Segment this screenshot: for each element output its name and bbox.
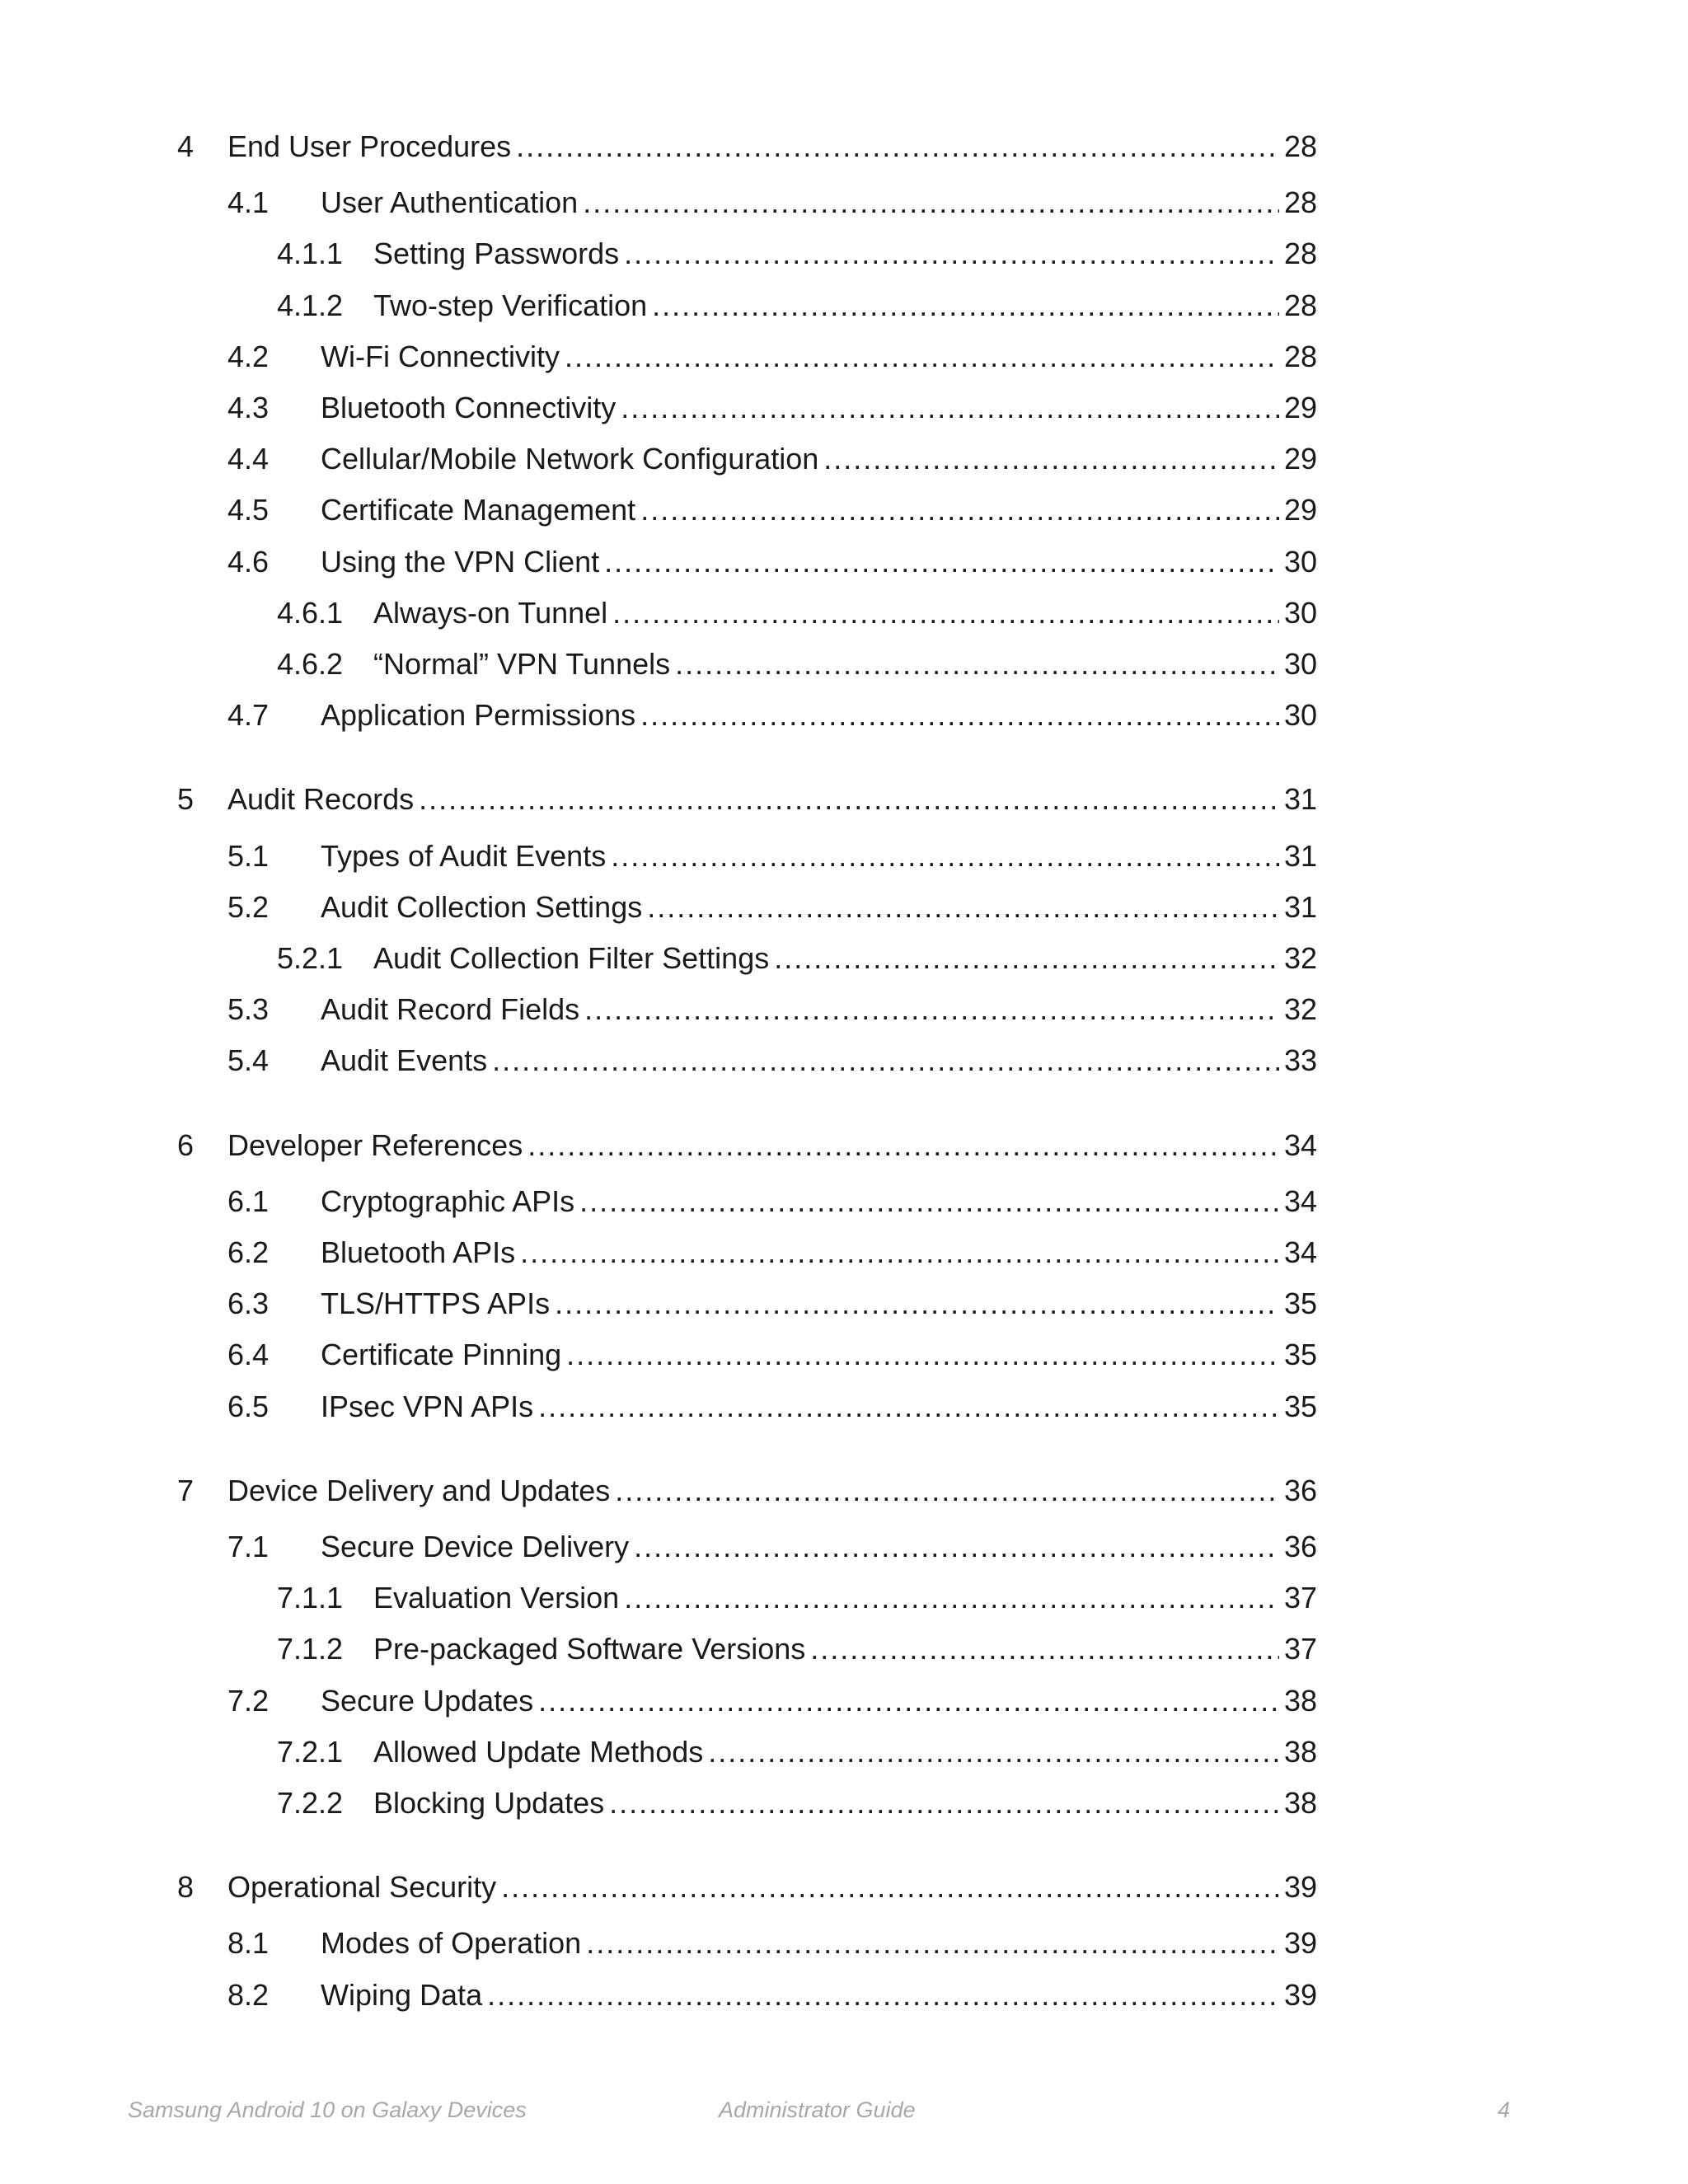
toc-entry-title: Certificate Management — [321, 493, 636, 527]
toc-entry-page-number: 36 — [1283, 1474, 1317, 1507]
toc-entry-page-number: 29 — [1283, 391, 1317, 424]
toc-entry-title: Operational Security — [227, 1870, 497, 1904]
toc-entry-page-number: 39 — [1283, 1870, 1317, 1904]
toc-entry-title: Secure Device Delivery — [321, 1530, 630, 1563]
toc-entry[interactable] — [177, 1125, 1317, 1166]
toc-entry-page-number: 36 — [1283, 1530, 1317, 1563]
toc-entry[interactable] — [227, 1680, 1317, 1722]
toc-entry[interactable] — [227, 1283, 1317, 1324]
toc-entry-title: Using the VPN Client — [321, 545, 600, 579]
toc-entry[interactable] — [277, 1629, 1317, 1670]
toc-entry-title: End User Procedures — [227, 129, 512, 163]
toc-entry-title: Audit Records — [227, 782, 415, 816]
toc-dot-leader — [634, 1526, 1279, 1568]
toc-entry-page-number: 37 — [1283, 1581, 1317, 1615]
toc-entry-title: Audit Events — [321, 1043, 488, 1077]
toc-dot-leader — [611, 836, 1279, 877]
toc-entry-title: Cryptographic APIs — [321, 1184, 575, 1218]
toc-entry-number: 5.3 — [227, 992, 270, 1026]
toc-entry-number: 4 — [177, 129, 195, 163]
toc-entry-page-number: 38 — [1283, 1786, 1317, 1820]
toc-entry[interactable] — [227, 1923, 1317, 1964]
footer-guide-name: Administrator Guide — [719, 2097, 916, 2122]
toc-entry-title: Developer References — [227, 1128, 523, 1162]
toc-entry-number: 7.1 — [227, 1530, 270, 1563]
toc-entry[interactable] — [227, 541, 1317, 583]
toc-entry-number: 8.1 — [227, 1926, 270, 1960]
toc-entry[interactable] — [277, 1732, 1317, 1773]
toc-entry-title: Modes of Operation — [321, 1926, 582, 1960]
toc-entry-page-number: 30 — [1283, 545, 1317, 579]
toc-entry-number: 4.2 — [227, 340, 270, 373]
toc-dot-leader — [538, 1680, 1279, 1722]
toc-entry-page-number: 28 — [1283, 340, 1317, 373]
toc-dot-leader — [528, 1125, 1279, 1166]
toc-dot-leader — [647, 887, 1279, 928]
toc-entry-title: Setting Passwords — [373, 237, 620, 270]
toc-entry-title: Wiping Data — [321, 1978, 483, 2012]
toc-entry-number: 7.2.1 — [277, 1735, 344, 1769]
toc-entry-number: 5.1 — [227, 839, 270, 873]
toc-entry[interactable] — [227, 438, 1317, 480]
toc-entry-page-number: 32 — [1283, 941, 1317, 975]
toc-entry-number: 6 — [177, 1128, 195, 1162]
toc-entry-title: Bluetooth Connectivity — [321, 391, 617, 424]
toc-entry[interactable] — [177, 1867, 1317, 1908]
toc-dot-leader — [555, 1283, 1279, 1324]
toc-entry-title: IPsec VPN APIs — [321, 1390, 534, 1423]
toc-dot-leader — [708, 1732, 1279, 1773]
toc-entry[interactable] — [227, 1040, 1317, 1081]
toc-entry[interactable] — [227, 387, 1317, 429]
toc-dot-leader — [520, 1232, 1279, 1273]
toc-dot-leader — [624, 1577, 1279, 1619]
toc-entry-number: 7 — [177, 1474, 195, 1507]
toc-entry-title: User Authentication — [321, 185, 579, 219]
toc-entry-page-number: 30 — [1283, 647, 1317, 681]
toc-dot-leader — [538, 1386, 1279, 1427]
toc-entry-title: Audit Record Fields — [321, 992, 580, 1026]
toc-entry[interactable] — [227, 1386, 1317, 1427]
footer-document-title: Samsung Android 10 on Galaxy Devices — [128, 2097, 527, 2122]
toc-entry-page-number: 30 — [1283, 698, 1317, 732]
toc-entry[interactable] — [227, 836, 1317, 877]
toc-dot-leader — [640, 695, 1279, 736]
toc-entry[interactable] — [227, 887, 1317, 928]
toc-entry[interactable] — [227, 1232, 1317, 1273]
toc-entry-title: Bluetooth APIs — [321, 1235, 516, 1269]
toc-dot-leader — [823, 438, 1279, 480]
toc-entry[interactable] — [227, 490, 1317, 531]
toc-entry-number: 4.1.1 — [277, 237, 344, 270]
toc-dot-leader — [566, 1334, 1279, 1376]
toc-entry-number: 7.1.1 — [277, 1581, 344, 1615]
toc-dot-leader — [584, 989, 1279, 1030]
toc-entry-number: 8.2 — [227, 1978, 270, 2012]
toc-entry-number: 4.5 — [227, 493, 270, 527]
toc-entry-number: 6.5 — [227, 1390, 270, 1423]
toc-dot-leader — [774, 938, 1279, 979]
footer-page-number: 4 — [1498, 2097, 1511, 2122]
toc-dot-leader — [609, 1783, 1279, 1824]
toc-entry-page-number: 30 — [1283, 596, 1317, 630]
toc-entry-page-number: 34 — [1283, 1184, 1317, 1218]
toc-entry[interactable] — [277, 1783, 1317, 1824]
toc-dot-leader — [487, 1975, 1279, 2016]
toc-dot-leader — [492, 1040, 1279, 1081]
toc-entry-page-number: 31 — [1283, 890, 1317, 924]
toc-dot-leader — [675, 644, 1279, 685]
toc-dot-leader — [583, 182, 1279, 223]
toc-dot-leader — [810, 1629, 1279, 1670]
toc-entry-number: 6.3 — [227, 1286, 270, 1320]
toc-entry[interactable] — [277, 938, 1317, 979]
toc-entry-page-number: 28 — [1283, 288, 1317, 322]
toc-entry-page-number: 34 — [1283, 1235, 1317, 1269]
toc-entry[interactable] — [277, 233, 1317, 274]
toc-entry[interactable] — [227, 989, 1317, 1030]
toc-entry[interactable] — [227, 1334, 1317, 1376]
toc-entry-title: Evaluation Version — [373, 1581, 620, 1615]
toc-entry-title: Device Delivery and Updates — [227, 1474, 611, 1507]
toc-dot-leader — [501, 1867, 1279, 1908]
toc-entry[interactable] — [177, 779, 1317, 820]
toc-entry-title: Application Permissions — [321, 698, 636, 732]
toc-entry-page-number: 28 — [1283, 185, 1317, 219]
toc-entry-title: Pre-packaged Software Versions — [373, 1632, 806, 1666]
toc-entry-number: 4.6.2 — [277, 647, 344, 681]
toc-entry-title: TLS/HTTPS APIs — [321, 1286, 551, 1320]
toc-entry-title: Allowed Update Methods — [373, 1735, 704, 1769]
toc-entry-number: 4.3 — [227, 391, 270, 424]
toc-dot-leader — [419, 779, 1279, 820]
toc-entry-page-number: 31 — [1283, 782, 1317, 816]
toc-entry-title: Certificate Pinning — [321, 1338, 562, 1371]
toc-entry-page-number: 28 — [1283, 237, 1317, 270]
toc-entry-number: 5.2.1 — [277, 941, 344, 975]
toc-entry-number: 7.2 — [227, 1684, 270, 1718]
toc-dot-leader — [579, 1181, 1279, 1222]
toc-entry-title: Audit Collection Filter Settings — [373, 941, 770, 975]
toc-dot-leader — [604, 541, 1279, 583]
toc-dot-leader — [624, 233, 1279, 274]
toc-entry-number: 4.1 — [227, 185, 270, 219]
toc-dot-leader — [652, 285, 1279, 326]
toc-entry-number: 8 — [177, 1870, 195, 1904]
toc-entry[interactable] — [177, 1470, 1317, 1511]
toc-entry-page-number: 35 — [1283, 1286, 1317, 1320]
toc-dot-leader — [565, 336, 1279, 377]
toc-entry-number: 7.2.2 — [277, 1786, 344, 1820]
toc-entry[interactable] — [227, 1975, 1317, 2016]
toc-entry-number: 4.7 — [227, 698, 270, 732]
toc-entry-page-number: 39 — [1283, 1978, 1317, 2012]
toc-entry-number: 5.2 — [227, 890, 270, 924]
toc-entry[interactable] — [227, 336, 1317, 377]
toc-entry-title: Secure Updates — [321, 1684, 534, 1718]
toc-entry[interactable] — [227, 1526, 1317, 1568]
toc-dot-leader — [615, 1470, 1279, 1511]
toc-dot-leader — [621, 387, 1279, 429]
toc-entry[interactable] — [277, 1577, 1317, 1619]
toc-dot-leader — [586, 1923, 1279, 1964]
toc-entry[interactable] — [227, 1181, 1317, 1222]
toc-entry-page-number: 29 — [1283, 493, 1317, 527]
toc-entry-number: 4.6 — [227, 545, 270, 579]
toc-dot-leader — [516, 126, 1279, 167]
toc-entry-number: 7.1.2 — [277, 1632, 344, 1666]
toc-entry-page-number: 31 — [1283, 839, 1317, 873]
toc-entry[interactable] — [277, 593, 1317, 634]
toc-entry-number: 6.1 — [227, 1184, 270, 1218]
toc-entry-page-number: 37 — [1283, 1632, 1317, 1666]
toc-entry-title: Two-step Verification — [373, 288, 648, 322]
toc-entry-page-number: 29 — [1283, 442, 1317, 476]
toc-entry-page-number: 33 — [1283, 1043, 1317, 1077]
toc-entry[interactable] — [177, 126, 1317, 167]
toc-entry-number: 6.4 — [227, 1338, 270, 1371]
toc-entry-title: Blocking Updates — [373, 1786, 605, 1820]
toc-entry-number: 4.4 — [227, 442, 270, 476]
toc-entry[interactable] — [277, 644, 1317, 685]
toc-entry-number: 5 — [177, 782, 195, 816]
toc-entry-page-number: 38 — [1283, 1684, 1317, 1718]
toc-entry-title: “Normal” VPN Tunnels — [373, 647, 671, 681]
toc-entry-number: 6.2 — [227, 1235, 270, 1269]
toc-entry-title: Wi-Fi Connectivity — [321, 340, 560, 373]
toc-entry-number: 5.4 — [227, 1043, 270, 1077]
toc-entry-page-number: 38 — [1283, 1735, 1317, 1769]
toc-entry-page-number: 34 — [1283, 1128, 1317, 1162]
toc-entry-page-number: 28 — [1283, 129, 1317, 163]
toc-entry[interactable] — [227, 182, 1317, 223]
toc-entry-title: Always-on Tunnel — [373, 596, 608, 630]
toc-entry-title: Types of Audit Events — [321, 839, 607, 873]
toc-entry-page-number: 39 — [1283, 1926, 1317, 1960]
toc-entry-title: Audit Collection Settings — [321, 890, 643, 924]
toc-entry[interactable] — [277, 285, 1317, 326]
toc-dot-leader — [612, 593, 1279, 634]
toc-entry-title: Cellular/Mobile Network Configuration — [321, 442, 819, 476]
toc-entry-page-number: 32 — [1283, 992, 1317, 1026]
toc-dot-leader — [640, 490, 1279, 531]
toc-entry-number: 4.1.2 — [277, 288, 344, 322]
toc-entry-number: 4.6.1 — [277, 596, 344, 630]
toc-entry-page-number: 35 — [1283, 1338, 1317, 1371]
toc-entry-page-number: 35 — [1283, 1390, 1317, 1423]
toc-entry[interactable] — [227, 695, 1317, 736]
